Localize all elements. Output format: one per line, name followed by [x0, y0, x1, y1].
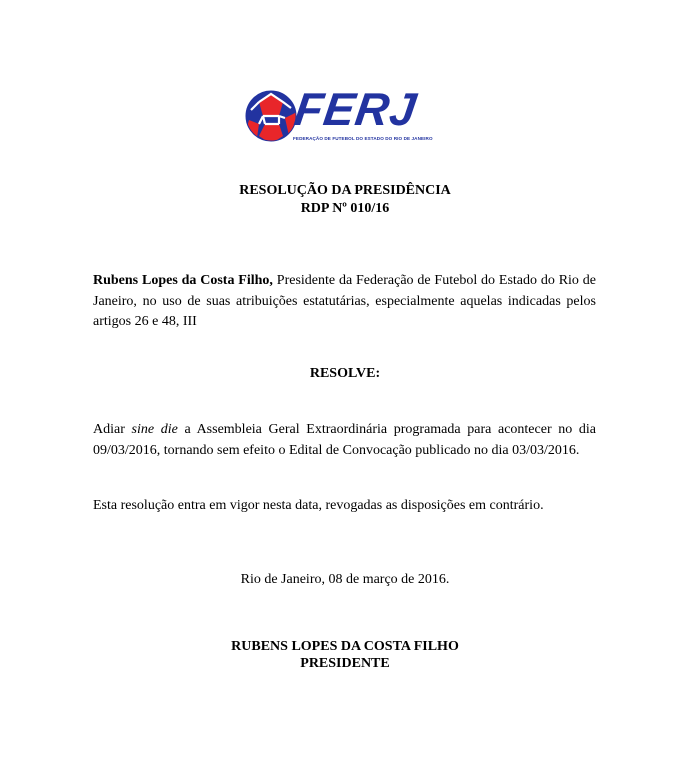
- decision-lead: Adiar: [93, 422, 132, 437]
- place-date: Rio de Janeiro, 08 de março de 2016.: [240, 572, 450, 587]
- logo-tagline: FEDERAÇÃO DE FUTEBOL DO ESTADO DO RIO DE JANEIRO: [293, 136, 433, 141]
- president-name: Rubens Lopes da Costa Filho,: [93, 273, 273, 288]
- document-title: RESOLUÇÃO DA PRESIDÊNCIA: [239, 183, 451, 198]
- football-icon: [245, 90, 297, 142]
- resolve-heading: RESOLVE:: [309, 366, 381, 381]
- decision-italic-term: sine die: [131, 422, 178, 437]
- signatory-role: PRESIDENTE: [300, 656, 390, 671]
- logo-wordmark: FERJ: [291, 83, 421, 135]
- decision-paragraph: [93, 420, 596, 461]
- decision-text: a Assembleia Geral Extraordinária programada para acontecer no dia 09/03/2016, tornando sem efeito o Edital de Convocação publicado no dia 03/03/2016.: [93, 422, 597, 458]
- preamble-paragraph: [93, 271, 596, 333]
- signatory-name: RUBENS LOPES DA COSTA FILHO: [231, 639, 459, 654]
- effect-clause: Esta resolução entra em vigor nesta data, revogadas as disposições em contrário.: [93, 498, 544, 513]
- document-number: RDP Nº 010/16: [300, 201, 390, 216]
- preamble-text: Presidente da Federação de Futebol do Estado do Rio de Janeiro, no uso de suas atribuições estatutárias, especialmente aquelas indicadas pelos artigos 26 e 48, III: [93, 273, 596, 329]
- ferj-logo: [245, 84, 445, 152]
